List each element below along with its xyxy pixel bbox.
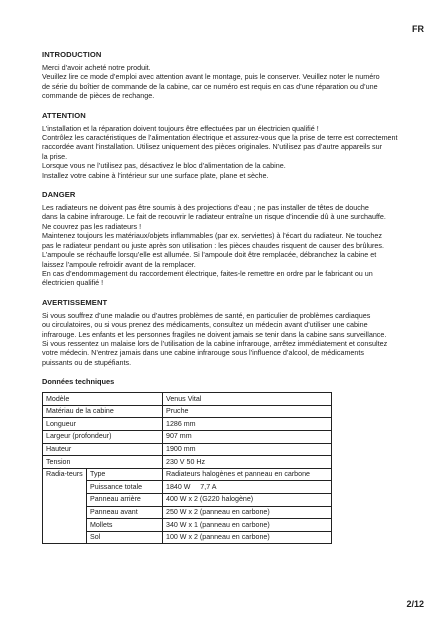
section-heading: DANGER (42, 190, 76, 200)
tech-data-table (42, 392, 332, 544)
spec-value: 907 mm (163, 430, 332, 443)
table-row (43, 506, 332, 519)
spec-label: Largeur (profondeur) (43, 430, 163, 443)
table-row (43, 481, 332, 494)
section-heading: INTRODUCTION (42, 50, 102, 59)
spec-label: Hauteur (43, 443, 163, 456)
spec-value: Pruche (163, 405, 332, 418)
spec-label: Sol (87, 531, 163, 544)
spec-label: Longueur (43, 418, 163, 431)
text-line: commande de pièces de rechange. (42, 91, 155, 101)
spec-label: Type (87, 468, 163, 481)
section-text (42, 311, 414, 367)
text-line: infrarouge. Les enfants et les personnes fragiles ne doivent jamais se tenir dans la cabine sans surveillance. (42, 329, 387, 339)
section-attention (42, 111, 414, 180)
spec-value: 400 W x 2 (G220 halogène) (163, 493, 332, 506)
spec-label: Matériau de la cabine (43, 405, 163, 418)
text-line: Maintenez toujours les matériaux/objets inflammables (par ex. serviettes) à l’écart du radiateur. Ne touchez (42, 231, 382, 241)
text-line: Merci d’avoir acheté notre produit. (42, 63, 151, 72)
text-line: Si vous ressentez un malaise lors de l’utilisation de la cabine infrarouge, arrêtez immédiatement et consultez (42, 338, 388, 348)
text-line: Lorsque vous ne l’utilisez pas, désactivez le bloc d’alimentation de la cabine. (42, 161, 286, 171)
section-introduction (42, 50, 414, 101)
section-text (42, 203, 414, 288)
text-line: laissez l’ampoule refroidir avant de la remplacer. (42, 259, 196, 269)
spec-value: 230 V 50 Hz (163, 456, 332, 469)
document-body (42, 50, 414, 544)
spec-label: Puissance totale (87, 481, 163, 494)
language-code: FR (412, 24, 424, 34)
text-line: raccordée avant l’installation. Utilisez uniquement des pièces originales. N’utilisez pas d’autre appareils sur (42, 142, 382, 152)
spec-value: 1840 W 7,7 A (163, 481, 332, 494)
spec-label: Panneau arrière (87, 493, 163, 506)
spec-label: Mollets (87, 519, 163, 532)
text-line: pas le radiateur pendant ou juste après son utilisation : les pièces chaudes risquent de causer des brûlures. (42, 240, 385, 250)
table-row (43, 519, 332, 532)
table-row (43, 405, 332, 418)
radiateurs-label: Radia-teurs (43, 468, 87, 544)
spec-label: Modèle (43, 393, 163, 406)
spec-value: Venus Vital (163, 393, 332, 406)
table-row (43, 418, 332, 431)
text-line: de série du boîtier de commande de la cabine, car ce numéro est requis en cas d’une réparation ou d’une (42, 81, 378, 91)
spec-value: Radiateurs halogènes et panneau en carbone (163, 468, 332, 481)
section-heading: AVERTISSEMENT (42, 297, 108, 307)
spec-value: 340 W x 1 (panneau en carbone) (163, 519, 332, 532)
text-line: électricien qualifié ! (42, 278, 104, 288)
spec-value: 1286 mm (163, 418, 332, 431)
text-line: votre médecin. N’entrez jamais dans une cabine infrarouge sous l’influence d’alcool, de médicaments (42, 348, 365, 358)
section-text (42, 124, 414, 180)
spec-label: Panneau avant (87, 506, 163, 519)
table-row (43, 393, 332, 406)
table-row (43, 531, 332, 544)
table-row (43, 456, 332, 469)
tech-data-heading: Données techniques (42, 377, 115, 387)
text-line: Les radiateurs ne doivent pas être soumis à des projections d’eau ; ne pas installer de têtes de douche (42, 203, 369, 213)
text-line: Installez votre cabine à l’intérieur sur une surface plate, plane et sèche. (42, 170, 269, 180)
section-avertissement (42, 298, 414, 367)
text-line: ou circulatoires, ou si vous prenez des médicaments, consultez un médecin avant d’utiliser une cabine (42, 320, 368, 330)
table-row (43, 430, 332, 443)
section-heading: ATTENTION (42, 110, 86, 120)
table-row (43, 468, 332, 481)
spec-value: 250 W x 2 (panneau en carbone) (163, 506, 332, 519)
text-line: la prise. (42, 151, 68, 161)
table-row (43, 493, 332, 506)
section-danger (42, 190, 414, 288)
text-line: Ne couvrez pas les radiateurs ! (42, 221, 142, 231)
spec-value: 1900 mm (163, 443, 332, 456)
text-line: En cas d’endommagement du raccordement électrique, faites-le remettre en ordre par le fabricant ou un (42, 268, 373, 278)
page-number: 2/12 (406, 599, 424, 609)
text-line: Si vous souffrez d’une maladie ou d’autres problèmes de santé, en particulier de problèmes cardiaques (42, 310, 371, 320)
text-line: Contrôlez les caractéristiques de l’alimentation électrique et assurez-vous que la prise de terre est correctement (42, 133, 398, 143)
spec-value: 100 W x 2 (panneau en carbone) (163, 531, 332, 544)
text-line: dans la cabine infrarouge. Le fait de recouvrir le radiateur entraîne un risque d’incendie dû à une surchauffe. (42, 212, 386, 222)
section-text (42, 63, 414, 101)
text-line: puissants ou de stupéfiants. (42, 357, 132, 367)
text-line: L’installation et la réparation doivent toujours être effectuées par un électricien qualifié ! (42, 123, 319, 133)
table-row (43, 443, 332, 456)
spec-label: Tension (43, 456, 163, 469)
text-line: L’ampoule se réchauffe lorsqu’elle est allumée. Si l’ampoule doit être remplacée, débranchez la cabine et (42, 250, 377, 260)
text-line: Veuillez lire ce mode d’emploi avec attention avant le montage, puis le conserver. Veuillez noter le numéro (42, 72, 380, 82)
